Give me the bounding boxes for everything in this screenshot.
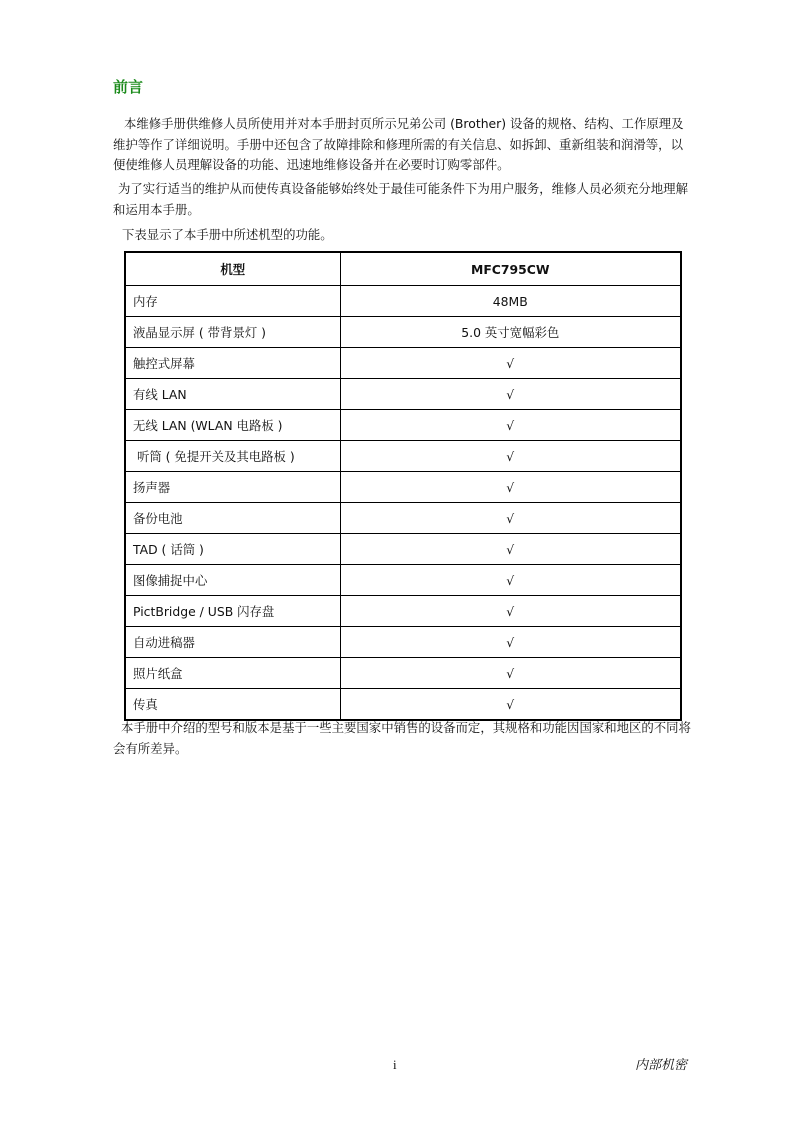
table-row bbox=[125, 565, 681, 596]
feature-value: √ bbox=[340, 441, 681, 472]
table-row bbox=[125, 596, 681, 627]
model-feature-table bbox=[124, 251, 682, 721]
confidential-label: 内部机密 bbox=[635, 1058, 688, 1073]
feature-value: √ bbox=[340, 627, 681, 658]
table-row bbox=[125, 317, 681, 348]
feature-value: 48MB bbox=[340, 286, 681, 317]
table-row bbox=[125, 534, 681, 565]
feature-value: √ bbox=[340, 596, 681, 627]
intro-paragraph: 本维修手册供维修人员所使用并对本手册封页所示兄弟公司 (Brother) 设备的规格、结构、工作原理及维护等作了详细说明。手册中还包含了故障排除和修理所需的有关信息、如拆卸、重新组装和润滑等，以便使维修人员理解设备的功能、迅速地维修设备并在必要时订购零部件。 bbox=[113, 116, 684, 172]
feature-name: 无线 LAN (WLAN 电路板 ) bbox=[125, 410, 340, 441]
feature-name: 自动进稿器 bbox=[125, 627, 340, 658]
feature-name: 液晶显示屏 ( 带背景灯 ) bbox=[125, 317, 340, 348]
feature-value: √ bbox=[340, 503, 681, 534]
table-row bbox=[125, 627, 681, 658]
feature-name: 照片纸盒 bbox=[125, 658, 340, 689]
feature-name: 备份电池 bbox=[125, 503, 340, 534]
feature-name: PictBridge / USB 闪存盘 bbox=[125, 596, 340, 627]
region-note-paragraph: 本手册中介绍的型号和版本是基于一些主要国家中销售的设备而定，其规格和功能因国家和地区的不同将会有所差异。 bbox=[113, 720, 691, 756]
feature-value: √ bbox=[340, 348, 681, 379]
table-row bbox=[125, 503, 681, 534]
header-model: 机型 bbox=[125, 252, 340, 286]
feature-value: √ bbox=[340, 379, 681, 410]
feature-name: 传真 bbox=[125, 689, 340, 721]
header-model-name: MFC795CW bbox=[340, 252, 681, 286]
table-row bbox=[125, 658, 681, 689]
table-row bbox=[125, 441, 681, 472]
table-intro-paragraph: 下表显示了本手册中所述机型的功能。 bbox=[122, 227, 333, 242]
table-row bbox=[125, 286, 681, 317]
feature-name: 听筒 ( 免提开关及其电路板 ) bbox=[125, 441, 340, 472]
table-row bbox=[125, 472, 681, 503]
page-number: i bbox=[393, 1057, 397, 1072]
feature-value: √ bbox=[340, 472, 681, 503]
feature-value: √ bbox=[340, 565, 681, 596]
table-header-row bbox=[125, 252, 681, 286]
feature-value: 5.0 英寸宽幅彩色 bbox=[340, 317, 681, 348]
table-row bbox=[125, 348, 681, 379]
table-row bbox=[125, 689, 681, 721]
table-row bbox=[125, 410, 681, 441]
feature-value: √ bbox=[340, 534, 681, 565]
feature-value: √ bbox=[340, 689, 681, 721]
page-title: 前言 bbox=[113, 78, 144, 96]
maintenance-paragraph: 为了实行适当的维护从而使传真设备能够始终处于最佳可能条件下为用户服务，维修人员必须充分地理解和运用本手册。 bbox=[113, 181, 688, 217]
feature-name: 内存 bbox=[125, 286, 340, 317]
feature-value: √ bbox=[340, 658, 681, 689]
table-row bbox=[125, 379, 681, 410]
feature-value: √ bbox=[340, 410, 681, 441]
feature-name: 图像捕捉中心 bbox=[125, 565, 340, 596]
feature-name: 触控式屏幕 bbox=[125, 348, 340, 379]
feature-name: 扬声器 bbox=[125, 472, 340, 503]
feature-name: 有线 LAN bbox=[125, 379, 340, 410]
feature-name: TAD ( 话筒 ) bbox=[125, 534, 340, 565]
